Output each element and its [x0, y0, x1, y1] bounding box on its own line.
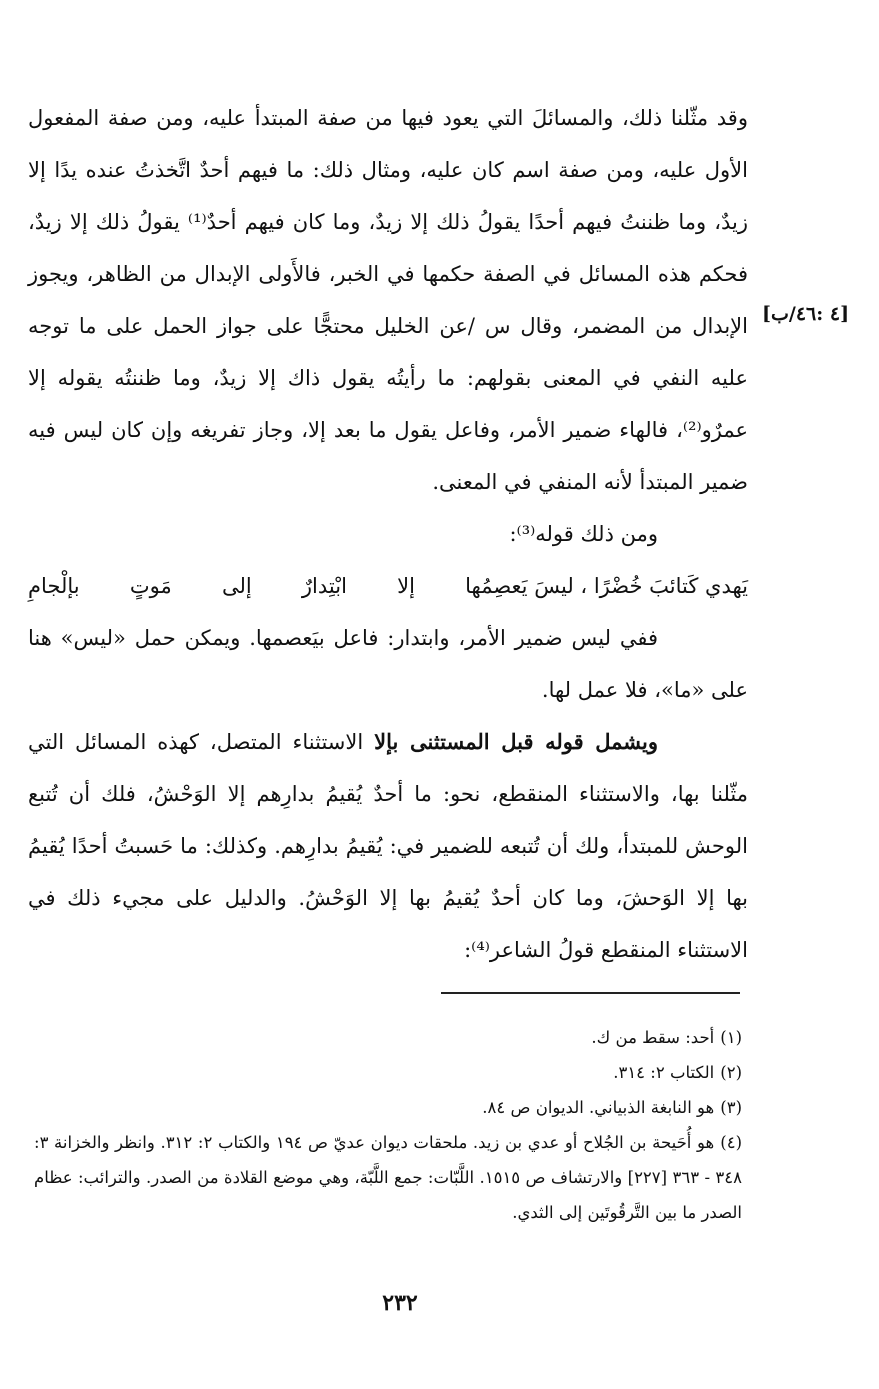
verse-word: ابْتِدارٌ: [301, 574, 347, 598]
main-text: [28, 92, 748, 976]
poetry-verse: [28, 560, 748, 612]
bold-lemma: ويشمل قوله قبل المستثنى بإلا: [374, 729, 658, 754]
verse-word: بإلْجامِ: [28, 574, 80, 598]
footnote-3: [34, 1090, 742, 1125]
footnote-text: أحد: سقط من ك.: [591, 1028, 715, 1047]
manuscript-folio-reference: [٤ :٤٦/ب]: [762, 303, 850, 325]
footnote-1: [34, 1020, 742, 1055]
footnote-number: (١): [720, 1028, 742, 1047]
footnote-text: الكتاب ٢: ٣١٤.: [613, 1063, 715, 1082]
verse-hemistich-1: يَهدي كَتائبَ خُضْرًا ، ليسَ يَعصِمُها: [465, 574, 748, 598]
footnote-separator-line: [441, 992, 740, 994]
footnote-2: [34, 1055, 742, 1090]
paragraph-1: وقد مثّلنا ذلك، والمسائلَ التي يعود فيها من صفة المبتدأ عليه، ومن صفة المفعول الأول عليه، ومن صفة اسم كان عليه، ومثال ذلك: ما فيهم أحدٌ اتَّخذتُ عنده يدًا إلا زيدٌ، وما ظننتُ فيهم أحدًا يقولُ ذلك إلا زيدٌ، وما كان فيهم أحدٌ⁽¹⁾ يقولُ ذلك إلا زيدٌ، فحكم هذه المسائل في الصفة حكمها في الخبر، فالأَولى الإبدال من الظاهر، ويجوز الإبدال من المضمر، وقال س /عن الخليل محتجًّا على جواز الحمل على ما توجه عليه النفي في المعنى بقولهم: ما رأيتُه يقول ذاك إلا زيدٌ، وما ظننتُه يقوله إلا عمرٌو⁽²⁾، فالهاء ضمير الأمر، وفاعل يقول ما بعد إلا، وجاز تفريغه وإن كان ليس فيه ضمير المبتدأ لأنه المنفي في المعنى.: [28, 106, 748, 494]
footnote-text: هو أُحَيحة بن الجُلاح أو عدي بن زيد. ملحقات ديوان عديّ ص ١٩٤ والكتاب ٢: ٣١٢. وانظر والخزانة ٣: ٣٤٨ - ٣٦٣ [٢٢٧] والارتشاف ص ١٥١٥. اللَّبّات: جمع اللَّبّة، وهي موضع القلادة من الصدر. والترائب: عظام الصدر ما بين التَّرقُوتَين إلى الثدي.: [34, 1133, 742, 1222]
verse-word: إلى: [221, 574, 252, 598]
footnote-number: (٣): [720, 1098, 742, 1117]
page-number: ٢٣٢: [382, 1290, 418, 1316]
paragraph-4-text: الاستثناء المتصل، كهذه المسائل التي مثّلنا بها، والاستثناء المنقطع، نحو: ما أحدٌ يُقيمُ بدارِهم إلا الوَحْشُ، فلك أن تُتبع الوحش للمبتدأ، ولك أن تُتبعه للضمير في: يُقيمُ بدارِهم. وكذلك: ما حَسبتُ أحدًا يُقيمُ بها إلا الوَحشَ، وما كان أحدٌ يُقيمُ بها إلا الوَحْشُ. والدليل على مجيء ذلك في الاستثناء المنقطع قولُ الشاعر⁽⁴⁾:: [28, 730, 748, 962]
paragraph-3: ففي ليس ضمير الأمر، وابتدار: فاعل بيَعصمها. ويمكن حمل «ليس» هنا على «ما»، فلا عمل لها.: [28, 626, 748, 702]
footnote-number: (٤): [720, 1133, 742, 1152]
footnote-number: (٢): [720, 1063, 742, 1082]
footnote-4: [34, 1125, 742, 1230]
paragraph-4: [28, 716, 748, 976]
footnotes: [34, 1020, 742, 1230]
verse-word: إلا: [397, 574, 415, 598]
paragraph-verse-intro: ومن ذلك قوله⁽³⁾:: [509, 522, 658, 546]
footnote-text: هو النابغة الذبياني. الديوان ص ٨٤.: [482, 1098, 715, 1117]
verse-word: مَوتٍ: [129, 574, 172, 598]
